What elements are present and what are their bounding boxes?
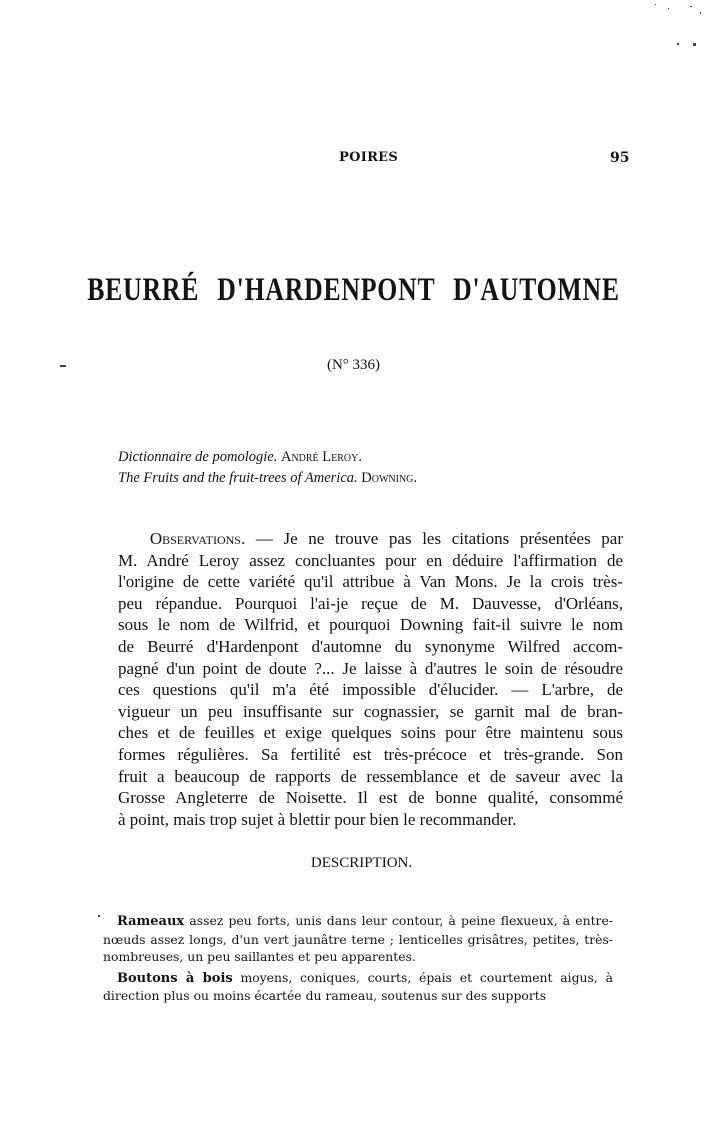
observations-label: Observations. [149, 529, 246, 548]
reference-work: Dictionnaire de pomologie. [118, 449, 278, 465]
description-paragraph [103, 969, 613, 1005]
scan-speck [655, 4, 656, 5]
observations-line: M. André Leroy assez concluantes pour en déduire l'affirmation de [118, 550, 623, 570]
observations-line: ches et de feuilles et exige quelques soins pour être maintenu sous [118, 723, 623, 743]
observations-line: l'origine de cette variété qu'il attribue à Van Mons. Je la crois très- [118, 572, 623, 592]
observations-line: pagné d'un point de doute ?... Je laisse à d'autres le soin de résoudre [118, 658, 623, 678]
variety-number: (N° 336) [326, 357, 381, 373]
observations-line: Grosse Angleterre de Noisette. Il est de bonne qualité, consommé [118, 788, 623, 808]
description-body [103, 912, 613, 1008]
reference-author: Downing. [361, 470, 418, 486]
scan-speck [693, 43, 696, 46]
scan-speck [98, 915, 100, 917]
scan-speck [677, 43, 679, 45]
description-term: Rameaux [117, 914, 185, 929]
running-head: POIRES [339, 150, 399, 165]
description-text: moyens, coniques, courts, épais et courtement aigus, à direction plus ou moins écartée du rameau, soutenus sur des supports [103, 969, 613, 1003]
page-number: 95 [610, 150, 630, 166]
observations-text: — Je ne trouve pas les citations présentées par [255, 529, 624, 548]
reference-author: André Leroy. [280, 449, 362, 465]
observations-line: vigueur un peu insuffisante sur cognassier, se garnit mal de bran- [118, 701, 623, 721]
observations-line: formes régulières. Sa fertilité est très-précoce et très-grande. Son [118, 744, 623, 764]
scan-speck [668, 8, 669, 9]
reference-work: The Fruits and the fruit-trees of America. [118, 470, 358, 486]
description-text: assez peu forts, unis dans leur contour, à peine flexueux, à entre-nœuds assez longs, d'un vert jaunâtre terne ; lenticelles grisâtres, petites, très-nombreuses, un peu saillantes et peu apparentes. [103, 913, 613, 964]
description-term: Boutons à bois [117, 970, 233, 986]
description-paragraph [103, 912, 613, 966]
observations-line: à point, mais trop sujet à blettir pour bien le recommander. [118, 809, 517, 829]
observations-line: fruit a beaucoup de rapports de ressemblance et de saveur avec la [118, 766, 623, 786]
observations-line: sous le nom de Wilfrid, et pourquoi Downing fait-il suivre le nom [118, 615, 623, 635]
observations-line: ces questions qu'il m'a été impossible d'élucider. — L'arbre, de [118, 680, 623, 700]
observations-line: peu répandue. Pourquoi l'ai-je reçue de M. Dauvesse, d'Orléans, [118, 593, 623, 613]
page-title: BEURRÉ D'HARDENPONT D'AUTOMNE [87, 272, 620, 308]
observations-paragraph [118, 528, 623, 830]
observations-line: de Beurré d'Hardenpont d'automne du synonyme Wilfred accom- [118, 636, 623, 656]
scan-speck [60, 365, 66, 367]
observations-line [118, 528, 623, 550]
scan-speck [700, 12, 701, 14]
description-heading: DESCRIPTION. [310, 855, 413, 871]
reference-item [118, 447, 417, 468]
scan-speck [690, 6, 692, 7]
references [118, 447, 417, 489]
reference-item [118, 468, 417, 489]
